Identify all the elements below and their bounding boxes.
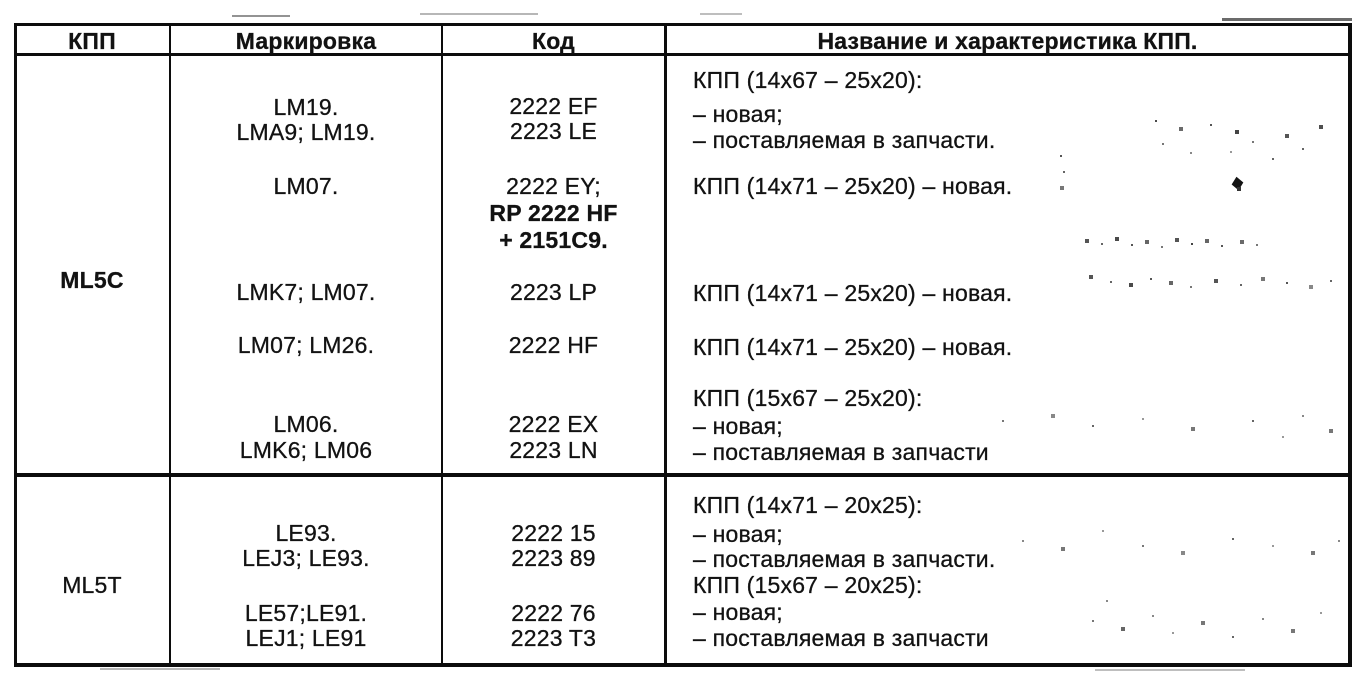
code-text: 2222 EF — [509, 93, 598, 119]
code-text: 2222 EY; — [506, 173, 601, 199]
scan-artifact — [420, 13, 538, 15]
description-text: – новая; — [693, 101, 783, 127]
code-text: 2222 15 — [511, 520, 596, 546]
code-text: RP 2222 HF — [489, 200, 618, 226]
description-text: – поставляемая в запчасти. — [693, 127, 996, 153]
scan-artifact — [100, 668, 220, 670]
scan-noise — [0, 0, 2, 2]
model-label-ml5t: ML5T — [62, 572, 122, 598]
code-text: 2222 76 — [511, 600, 596, 626]
code-text: 2223 T3 — [510, 625, 597, 651]
code-text: 2222 HF — [508, 332, 599, 358]
description-text: КПП (14x71 – 25x20) – новая. — [693, 173, 1013, 199]
description-text: – новая; — [693, 599, 783, 625]
description-text: КПП (14x71 – 25x20) – новая. — [693, 334, 1013, 360]
description-text: КПП (14x67 – 25x20): — [693, 67, 923, 93]
marking-text: LEJ3; LE93. — [242, 545, 370, 571]
header-cell-code: Код — [532, 28, 575, 54]
marking-text: LE93. — [275, 520, 337, 546]
header-cell-description: Название и характеристика КПП. — [817, 28, 1198, 54]
marking-text: LM19. — [273, 94, 339, 120]
marking-text: LMK6; LM06 — [239, 437, 373, 463]
scan-artifact — [232, 15, 290, 17]
code-text: 2223 LP — [509, 279, 598, 305]
marking-text: LM07. — [273, 173, 339, 199]
description-text: КПП (14x71 – 25x20) – новая. — [693, 280, 1013, 306]
description-text: КПП (15x67 – 25x20): — [693, 385, 923, 411]
marking-text: LM07; LM26. — [237, 332, 375, 358]
description-text: – поставляемая в запчасти — [693, 625, 989, 651]
header-cell-kpp: КПП — [68, 28, 116, 54]
code-text: 2223 LE — [509, 118, 598, 144]
marking-text: LMA9; LM19. — [236, 119, 376, 145]
description-text: – новая; — [693, 521, 783, 547]
description-text: КПП (14x71 – 20x25): — [693, 492, 923, 518]
code-text: 2223 89 — [511, 545, 596, 571]
header-cell-marking: Маркировка — [235, 28, 377, 54]
description-text: КПП (15x67 – 20x25): — [693, 572, 923, 598]
model-label-ml5c: ML5C — [60, 267, 124, 293]
code-text: 2223 LN — [509, 437, 598, 463]
description-text: – поставляемая в запчасти — [693, 439, 989, 465]
section-row-divider — [14, 473, 1352, 477]
code-text: + 2151C9. — [499, 227, 608, 253]
scan-artifact — [700, 13, 742, 15]
scan-artifact — [1095, 669, 1245, 671]
marking-text: LE57;LE91. — [244, 600, 368, 626]
marking-text: LEJ1; LE91 — [245, 625, 367, 651]
description-text: – новая; — [693, 413, 783, 439]
column-divider — [664, 23, 667, 667]
scan-artifact — [1222, 18, 1352, 21]
marking-text: LMK7; LM07. — [236, 279, 376, 305]
code-text: 2222 EX — [508, 411, 599, 437]
description-text: – поставляемая в запчасти. — [693, 546, 996, 572]
marking-text: LM06. — [273, 411, 339, 437]
